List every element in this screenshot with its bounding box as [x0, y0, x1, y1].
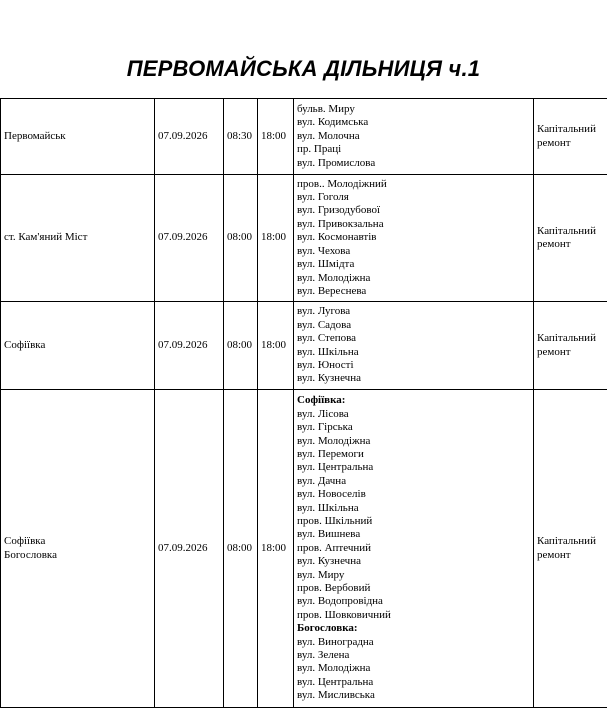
street-item: вул. Миру — [297, 569, 533, 582]
settlement-name: Софіївка — [4, 339, 154, 352]
settlement-cell — [1, 175, 155, 302]
street-item: вул. Шкільна — [297, 502, 533, 515]
reason-cell — [534, 302, 607, 390]
start-time-cell: 08:00 — [224, 390, 258, 708]
street-group-heading: Софіївка: — [297, 394, 533, 407]
street-item: вул. Виноградна — [297, 636, 533, 649]
end-time-cell: 18:00 — [258, 302, 294, 390]
reason-text: Капітальний — [537, 332, 607, 345]
date-cell: 07.09.2026 — [155, 175, 224, 302]
table-row — [1, 302, 607, 390]
street-item: вул. Кузнечна — [297, 372, 533, 385]
outage-schedule-table — [0, 98, 607, 708]
street-item: вул. Кодимська — [297, 116, 533, 129]
reason-text: Капітальний — [537, 225, 607, 238]
street-item: пр. Праці — [297, 143, 533, 156]
street-item: вул. Чехова — [297, 245, 533, 258]
table-row — [1, 390, 607, 708]
settlement-cell — [1, 390, 155, 708]
street-item: вул. Молодіжна — [297, 272, 533, 285]
street-item: вул. Гірська — [297, 421, 533, 434]
settlement-cell — [1, 302, 155, 390]
reason-cell — [534, 175, 607, 302]
street-item: вул. Промислова — [297, 157, 533, 170]
street-item: вул. Мисливська — [297, 689, 533, 702]
street-item: вул. Водопровідна — [297, 595, 533, 608]
street-item: вул. Вишнева — [297, 528, 533, 541]
settlement-cell — [1, 99, 155, 175]
street-item: вул. Центральна — [297, 461, 533, 474]
street-item: вул. Степова — [297, 332, 533, 345]
start-time-cell: 08:00 — [224, 302, 258, 390]
reason-text: Капітальний — [537, 123, 607, 136]
settlement-name: Богословка — [4, 549, 154, 562]
street-item: вул. Дачна — [297, 475, 533, 488]
street-item: вул. Шкільна — [297, 346, 533, 359]
reason-text: ремонт — [537, 549, 607, 562]
street-item: пров. Шкільний — [297, 515, 533, 528]
street-item: вул. Зелена — [297, 649, 533, 662]
street-item: вул. Гоголя — [297, 191, 533, 204]
street-item: бульв. Миру — [297, 103, 533, 116]
reason-cell — [534, 99, 607, 175]
street-item: вул. Молочна — [297, 130, 533, 143]
settlement-name: ст. Кам'яний Міст — [4, 231, 154, 244]
reason-text: ремонт — [537, 238, 607, 251]
reason-text: Капітальний — [537, 535, 607, 548]
table-row — [1, 99, 607, 175]
date-cell: 07.09.2026 — [155, 302, 224, 390]
reason-text: ремонт — [537, 137, 607, 150]
start-time-cell: 08:30 — [224, 99, 258, 175]
page-title: ПЕРВОМАЙСЬКА ДІЛЬНИЦЯ ч.1 — [0, 56, 607, 82]
street-item: вул. Центральна — [297, 676, 533, 689]
street-item: вул. Гризодубової — [297, 204, 533, 217]
street-item: вул. Молодіжна — [297, 662, 533, 675]
street-item: вул. Перемоги — [297, 448, 533, 461]
street-item: вул. Космонавтів — [297, 231, 533, 244]
start-time-cell: 08:00 — [224, 175, 258, 302]
street-item: вул. Привокзальна — [297, 218, 533, 231]
reason-text: ремонт — [537, 346, 607, 359]
street-item: пров. Шовковичний — [297, 609, 533, 622]
street-item: пров. Вербовий — [297, 582, 533, 595]
street-item: вул. Молодіжна — [297, 435, 533, 448]
street-item: вул. Кузнечна — [297, 555, 533, 568]
street-item: пров.. Молодіжний — [297, 178, 533, 191]
street-item: вул. Новоселів — [297, 488, 533, 501]
streets-cell — [294, 99, 534, 175]
schedule-body — [1, 99, 607, 708]
streets-cell — [294, 390, 534, 708]
settlement-name: Софіївка — [4, 535, 154, 548]
street-item: пров. Аптечний — [297, 542, 533, 555]
street-item: вул. Лугова — [297, 305, 533, 318]
street-item: вул. Лісова — [297, 408, 533, 421]
streets-cell — [294, 302, 534, 390]
table-row — [1, 175, 607, 302]
date-cell: 07.09.2026 — [155, 99, 224, 175]
streets-cell — [294, 175, 534, 302]
reason-cell — [534, 390, 607, 708]
street-item: вул. Юності — [297, 359, 533, 372]
street-item: вул. Садова — [297, 319, 533, 332]
settlement-name: Первомайськ — [4, 130, 154, 143]
street-group-heading: Богословка: — [297, 622, 533, 635]
street-item: вул. Вереснева — [297, 285, 533, 298]
end-time-cell: 18:00 — [258, 99, 294, 175]
street-item: вул. Шмідта — [297, 258, 533, 271]
date-cell: 07.09.2026 — [155, 390, 224, 708]
end-time-cell: 18:00 — [258, 175, 294, 302]
end-time-cell: 18:00 — [258, 390, 294, 708]
